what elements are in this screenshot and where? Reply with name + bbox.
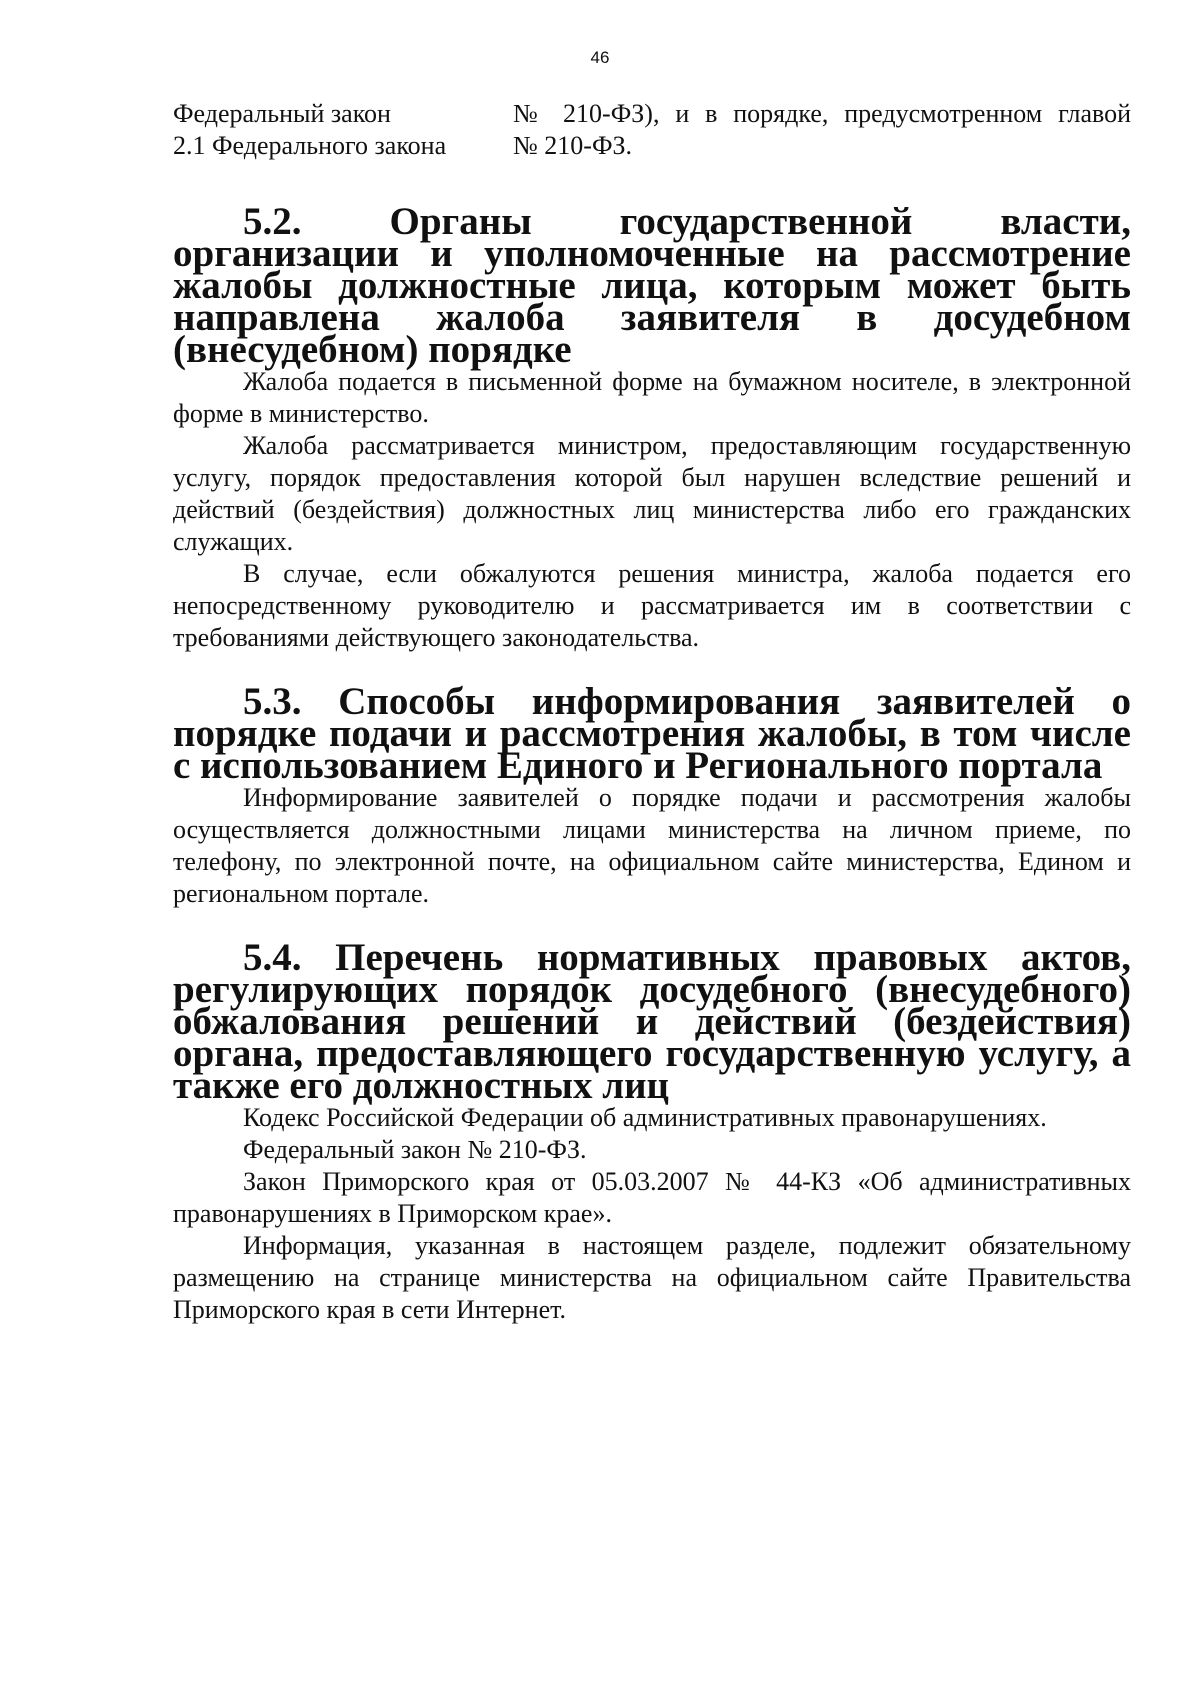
paragraph: Кодекс Российской Федерации об административных правонарушениях. bbox=[243, 1103, 1047, 1132]
table-cell-right: № 210-ФЗ), и в порядке, предусмотренном главой bbox=[513, 99, 1131, 128]
page-number: 46 bbox=[590, 48, 610, 67]
paragraph: Жалоба рассматривается министром, предоставляющим государственную услугу, порядок предоставления которой был нарушен вследствие решений и действий (бездействия) должностных лиц министерства либо его гражданских служащих. bbox=[173, 431, 1131, 556]
section-heading: 5.3. Способы информирования заявителей о порядке подачи и рассмотрения жалобы, в том числе с использованием Единого и Регионального портала bbox=[173, 680, 1131, 787]
section-5-4 bbox=[173, 936, 1131, 1326]
paragraph: Федеральный закон № 210-ФЗ. bbox=[243, 1135, 587, 1164]
table-cell-left: 2.1 Федерального закона bbox=[173, 131, 447, 160]
section-heading: 5.4. Перечень нормативных правовых актов, регулирующих порядок досудебного (внесудебного) обжалования решений и действий (бездействия) органа, предоставляющего государственную услугу, а также его должностных лиц bbox=[173, 936, 1131, 1107]
section-heading: 5.2. Органы государственной власти, организации и уполномоченные на рассмотрение жалобы должностные лица, которым может быть направлена жалоба заявителя в досудебном (внесудебном) порядке bbox=[173, 200, 1131, 371]
table-cell-left: Федеральный закон bbox=[173, 99, 391, 128]
section-5-2 bbox=[173, 200, 1131, 654]
paragraph: Закон Приморского края от 05.03.2007 № 44-КЗ «Об административных правонарушениях в Приморском крае». bbox=[173, 1167, 1131, 1228]
paragraph: В случае, если обжалуются решения министра, жалоба подается его непосредственному руководителю и рассматривается им в соответствии с требованиями действующего законодательства. bbox=[173, 559, 1131, 652]
table-cell-right: № 210-ФЗ. bbox=[513, 131, 633, 160]
paragraph: Информация, указанная в настоящем разделе, подлежит обязательному размещению на странице министерства на официальном сайте Правительства Приморского края в сети Интернет. bbox=[173, 1231, 1131, 1324]
paragraph: Информирование заявителей о порядке подачи и рассмотрения жалобы осуществляется должностными лицами министерства на личном приеме, по телефону, по электронной почте, на официальном сайте министерства, Едином и региональном портале. bbox=[173, 783, 1131, 908]
section-5-3 bbox=[173, 680, 1131, 910]
document-body bbox=[173, 98, 1131, 1326]
paragraph: Жалоба подается в письменной форме на бумажном носителе, в электронной форме в министерство. bbox=[173, 367, 1131, 428]
table-row bbox=[173, 98, 1131, 130]
table-row bbox=[173, 130, 1131, 162]
